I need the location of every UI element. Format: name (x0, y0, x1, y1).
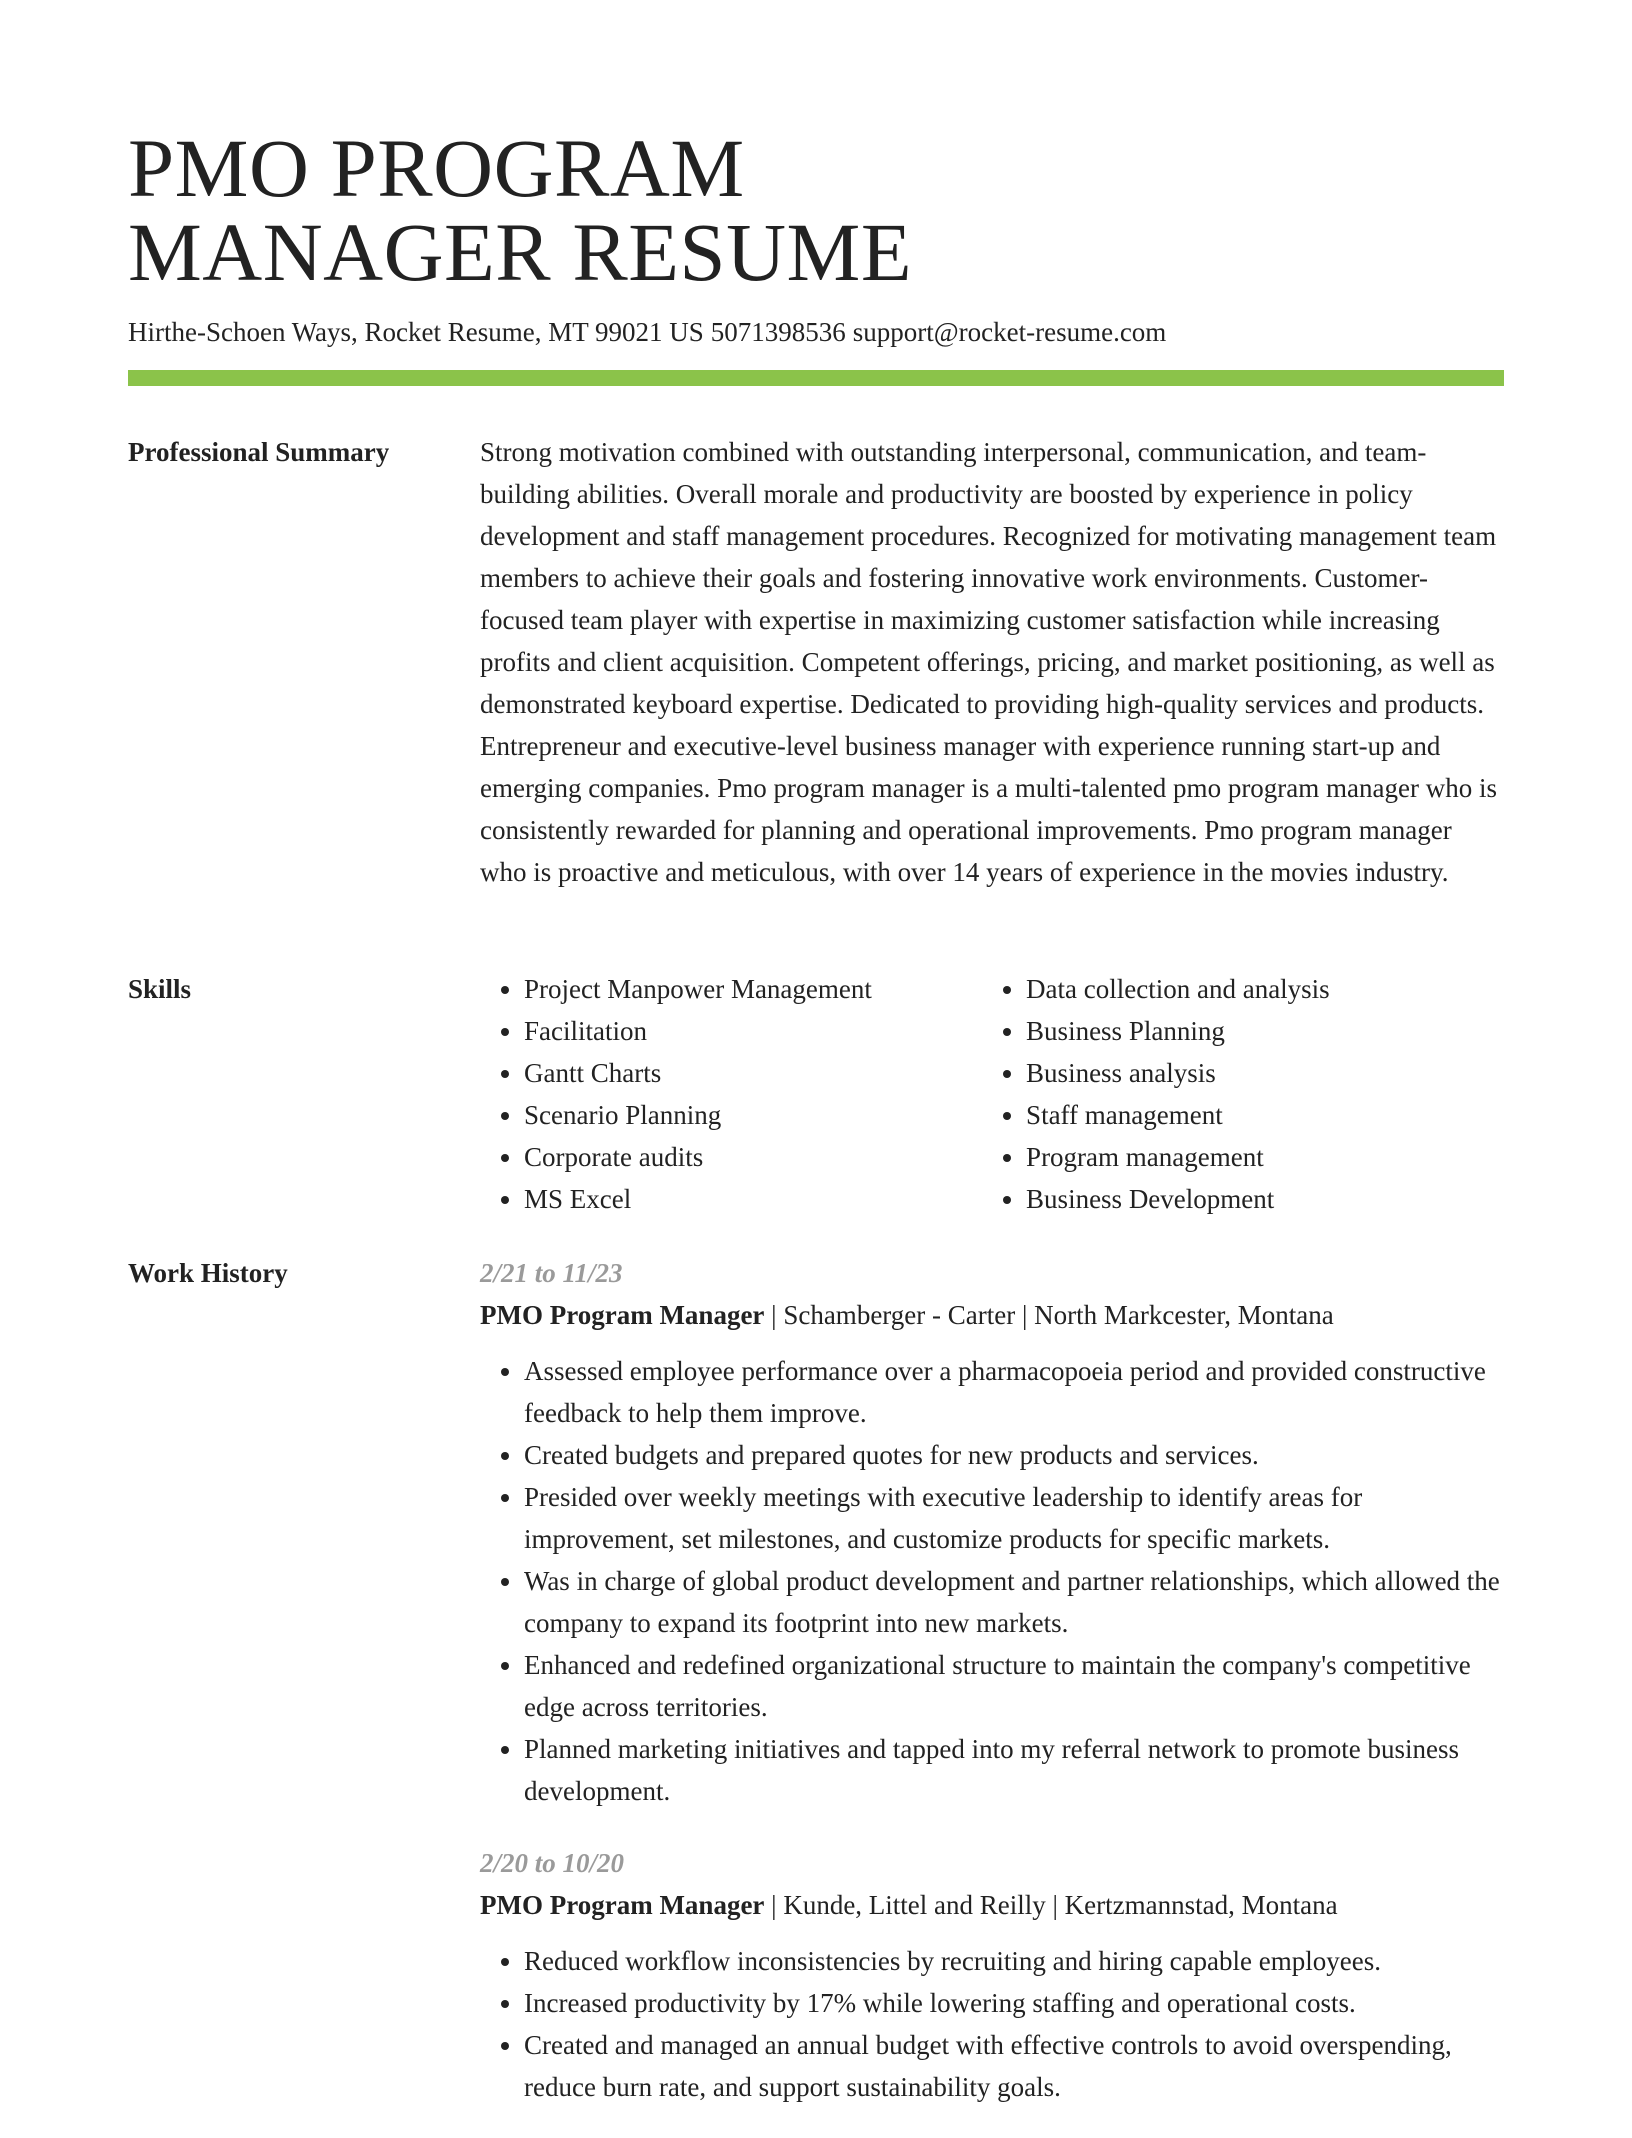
job-entry (480, 1252, 1504, 1812)
job-bullet-list (480, 1350, 1504, 1812)
job-bullet: • Created and managed an annual budget with effective controls to avoid overspending, reduce burn rate, and support sustainability goals. (524, 2024, 1504, 2108)
job-bullet: • Planned marketing initiatives and tapped into my referral network to promote business development. (524, 1728, 1504, 1812)
skill-item: • Business Development (1026, 1178, 1504, 1220)
job-bullet: • Created budgets and prepared quotes for new products and services. (524, 1434, 1504, 1476)
skills-list-left (480, 968, 982, 1220)
job-employer-location: | Schamberger - Carter | North Markcester, Montana (764, 1300, 1334, 1330)
job-heading (480, 1294, 1504, 1336)
job-heading (480, 1884, 1504, 1926)
skills-heading: Skills (128, 974, 192, 1004)
skill-item: • MS Excel (524, 1178, 982, 1220)
job-dates: 2/20 to 10/20 (480, 1848, 625, 1878)
skill-item: • Data collection and analysis (1026, 968, 1504, 1010)
contact-phone: 5071398536 (710, 317, 846, 347)
skill-item: • Staff management (1026, 1094, 1504, 1136)
skill-item: • Business Planning (1026, 1010, 1504, 1052)
skills-body (480, 968, 1504, 1220)
job-title: PMO Program Manager (480, 1300, 765, 1330)
job-bullet: • Enhanced and redefined organizational structure to maintain the company's competitive edge across territories. (524, 1644, 1504, 1728)
job-bullet-list (480, 1940, 1504, 2108)
job-title: PMO Program Manager (480, 1890, 765, 1920)
contact-email: support@rocket-resume.com (852, 317, 1167, 347)
contact-line (128, 315, 1166, 349)
job-bullet: • Was in charge of global product development and partner relationships, which allowed the company to expand its footprint into new markets. (524, 1560, 1504, 1644)
contact-address: Hirthe-Schoen Ways, Rocket Resume, MT 99021 US (128, 317, 704, 347)
skill-item: • Project Manpower Management (524, 968, 982, 1010)
resume-title-line-2: MANAGER RESUME (128, 206, 913, 298)
work-history-heading: Work History (128, 1258, 288, 1288)
summary-body (480, 431, 1504, 893)
job-entry (480, 1842, 1504, 2108)
skill-item: • Corporate audits (524, 1136, 982, 1178)
skill-item: • Facilitation (524, 1010, 982, 1052)
job-employer-location: | Kunde, Littel and Reilly | Kertzmannstad, Montana (764, 1890, 1338, 1920)
skills-columns (480, 968, 1504, 1220)
skill-item: • Gantt Charts (524, 1052, 982, 1094)
summary-heading: Professional Summary (128, 437, 390, 467)
skill-item: • Business analysis (1026, 1052, 1504, 1094)
summary-text: Strong motivation combined with outstanding interpersonal, communication, and team-building abilities. Overall morale and productivity are boosted by experience in policy development and staff management procedures. Recognized for motivating management team members to achieve their goals and fostering innovative work environments. Customer-focused team player with expertise in maximizing customer satisfaction while increasing profits and client acquisition. Competent offerings, pricing, and market positioning, as well as demonstrated keyboard expertise. Dedicated to providing high-quality services and products. Entrepreneur and executive-level business manager with experience running start-up and emerging companies. Pmo program manager is a multi-talented pmo program manager who is consistently rewarded for planning and operational improvements. Pmo program manager who is proactive and meticulous, with over 14 years of experience in the movies industry. (480, 437, 1497, 887)
job-bullet: • Presided over weekly meetings with executive leadership to identify areas for improvement, set milestones, and customize products for specific markets. (524, 1476, 1504, 1560)
job-bullet: • Reduced workflow inconsistencies by recruiting and hiring capable employees. (524, 1940, 1504, 1982)
header-divider (128, 370, 1504, 386)
job-dates: 2/21 to 11/23 (480, 1258, 623, 1288)
job-bullet: • Increased productivity by 17% while lowering staffing and operational costs. (524, 1982, 1504, 2024)
skill-item: • Program management (1026, 1136, 1504, 1178)
resume-title (128, 122, 913, 298)
work-history-body (480, 1252, 1504, 2138)
skills-list-right (982, 968, 1504, 1220)
resume-title-line-1: PMO PROGRAM (128, 122, 745, 214)
job-bullet: • Assessed employee performance over a pharmacopoeia period and provided constructive feedback to help them improve. (524, 1350, 1504, 1434)
skill-item: • Scenario Planning (524, 1094, 982, 1136)
